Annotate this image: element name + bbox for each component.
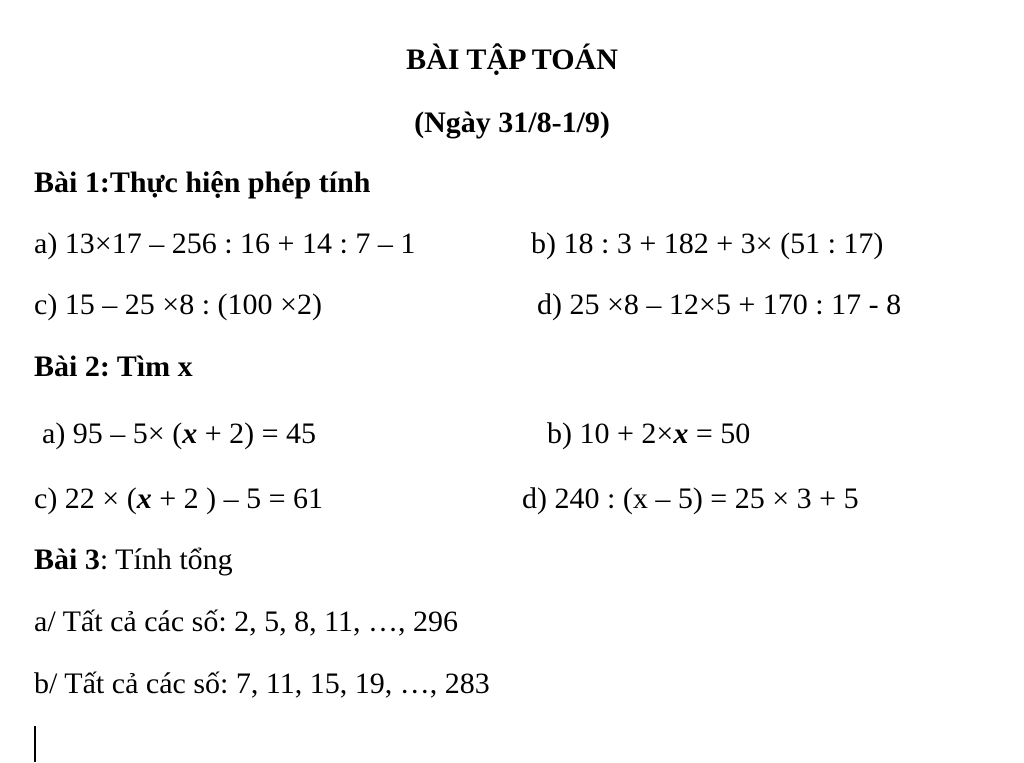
variable-x: x <box>182 417 198 450</box>
document-page[interactable]: BÀI TẬP TOÁN (Ngày 31/8-1/9) Bài 1:Thực hiện phép tính a) 13×17 – 256 : 16 + 14 : 7 – 1 b) 18 : 3 + 182 + 3× (51 : 17) c) 15 – 25 ×8 : (100 ×2) d) 25 ×8 – 12×5 + 170 : 17 - 8 Bài 2: Tìm x a) 95 – 5× (x + 2) = 45 b) 10 + 2×x = 50 c) 22 × (x + 2 ) – 5 = 61 d) 240 : (x – 5) = 25 × 3 + 5 Bài 3: Tính tổng a/ Tất cả các số: 2, 5, 8, 11, …, 296 b/ Tất cả các số: 7, 11, 15, 19, …, 283 <box>0 0 1024 763</box>
bai1-title: Thực hiện phép tính <box>109 166 371 199</box>
bai1-item-b: b) 18 : 3 + 182 + 3× (51 : 17) <box>531 227 884 260</box>
bai1-item-c: c) 15 – 25 ×8 : (100 ×2) <box>34 288 322 321</box>
bai2-label: Bài 2: <box>34 350 110 383</box>
bai1-item-a: a) 13×17 – 256 : 16 + 14 : 7 – 1 <box>34 227 416 260</box>
bai2-item-c: c) 22 × (x + 2 ) – 5 = 61 <box>34 482 324 515</box>
page-subtitle: (Ngày 31/8-1/9) <box>414 106 610 139</box>
bai3-title: : Tính tổng <box>99 543 233 576</box>
bai2-item-b: b) 10 + 2×x = 50 <box>547 417 751 450</box>
variable-x: x <box>673 417 689 450</box>
bai3-label: Bài 3 <box>34 543 100 576</box>
page-title: BÀI TẬP TOÁN <box>406 43 618 76</box>
variable-x: x <box>136 482 152 515</box>
bai2-title: Tìm x <box>109 350 193 383</box>
bai1-label: Bài 1: <box>34 166 110 199</box>
bai2-item-d: d) 240 : (x – 5) = 25 × 3 + 5 <box>522 482 859 515</box>
bai2-item-a: a) 95 – 5× (x + 2) = 45 <box>42 417 317 450</box>
text-cursor <box>34 726 36 762</box>
bai1-item-d: d) 25 ×8 – 12×5 + 170 : 17 - 8 <box>537 288 902 321</box>
